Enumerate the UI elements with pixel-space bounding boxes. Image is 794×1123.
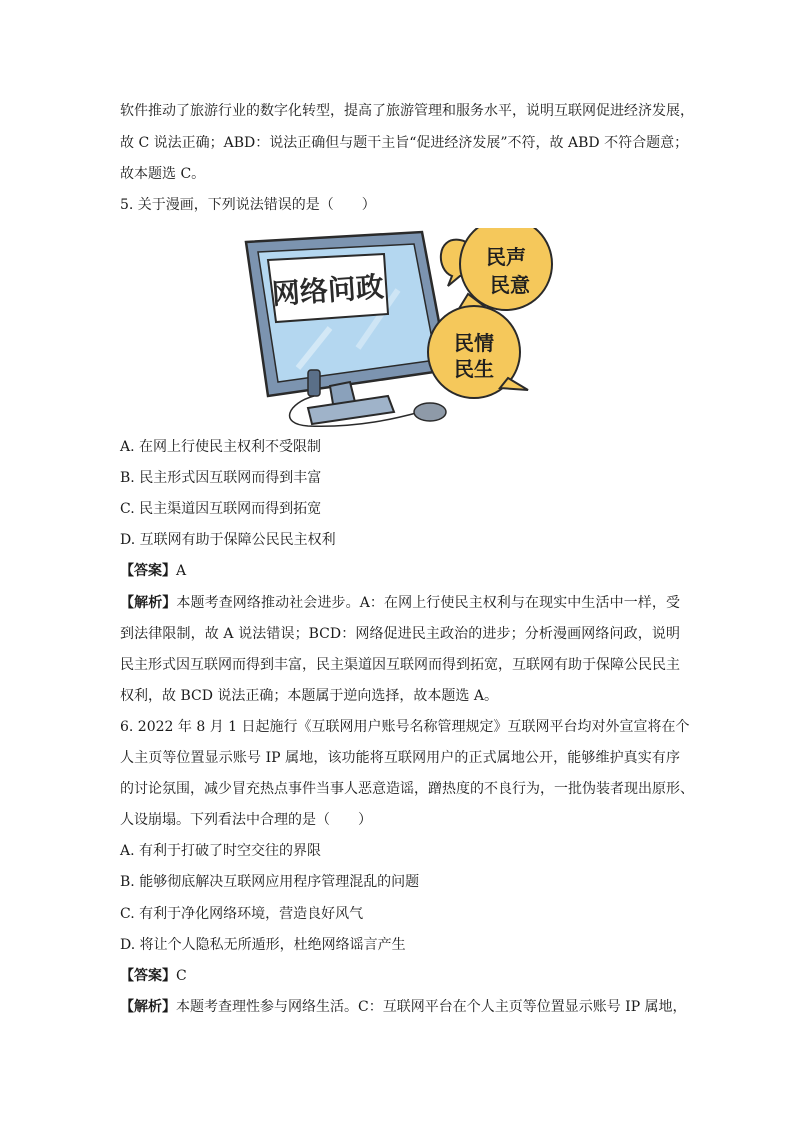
question-5-option-b: B. 民主形式因互联网而得到丰富 [120,470,322,486]
paragraph-line-3: 故本题选 C。 [120,166,206,182]
bubble-2-line-2: 民生 [454,357,494,381]
analysis-label: 【解析】 [120,595,177,611]
question-5-option-c: C. 民主渠道因互联网而得到拓宽 [120,501,322,517]
question-5-option-a: A. 在网上行使民主权利不受限制 [120,439,322,455]
answer-value: C [176,968,187,984]
bubble-1-line-2: 民意 [490,273,530,297]
answer-label: 【答案】 [120,968,176,984]
question-6-stem-line-4: 人设崩塌。下列看法中合理的是（ ） [120,812,372,828]
question-5-option-d: D. 互联网有助于保障公民民主权利 [120,532,336,548]
question-5-analysis-line-3: 民主形式因互联网而得到丰富，民主渠道因互联网而得到拓宽，互联网有助于保障公民民主 [120,657,680,673]
question-5-analysis-line-1 [120,593,680,613]
question-5-stem: 5. 关于漫画，下列说法错误的是（ ） [120,197,376,213]
question-6-answer [120,966,680,986]
analysis-text: 本题考查理性参与网络生活。C：互联网平台在个人主页等位置显示账号 IP 属地， [176,999,687,1015]
question-6-option-c: C. 有利于净化网络环境，营造良好风气 [120,906,364,922]
question-5-analysis-line-2: 到法律限制，故 A 说法错误；BCD：网络促进民主政治的进步；分析漫画网络问政，说明 [120,626,680,642]
question-6-option-b: B. 能够彻底解决互联网应用程序管理混乱的问题 [120,874,420,890]
paragraph-line-2: 故 C 说法正确；ABD：说法正确但与题干主旨“促进经济发展”不符，故 ABD 不符合题意； [120,135,689,151]
answer-value: A [176,563,187,579]
cartoon-illustration [238,228,556,428]
question-6-stem-line-2: 人主页等位置显示账号 IP 属地，该功能将互联网用户的正式属地公开，能够维护真实有序 [120,750,680,766]
paragraph-line-1: 软件推动了旅游行业的数字化转型，提高了旅游管理和服务水平，说明互联网促进经济发展， [120,103,694,119]
question-6-stem-line-3: 的讨论氛围，减少冒充热点事件当事人恶意造谣，蹭热度的不良行为，一批伪装者现出原形、 [120,781,694,797]
question-5-answer [120,561,680,581]
question-6-analysis-line-1 [120,997,687,1017]
analysis-label: 【解析】 [120,999,176,1015]
screen-text: 网络问政 [270,270,385,311]
bubble-2-line-1: 民情 [454,331,494,355]
mouse [414,403,446,421]
question-6-option-a: A. 有利于打破了时空交往的界限 [120,843,322,859]
bubble-1-line-1: 民声 [486,245,526,269]
question-6-stem-line-1: 6. 2022 年 8 月 1 日起施行《互联网用户账号名称管理规定》互联网平台均对外宣宣将在个 [120,719,690,735]
question-6-option-d: D. 将让个人隐私无所遁形，杜绝网络谣言产生 [120,937,406,953]
usb-device [308,370,320,396]
answer-label: 【答案】 [120,563,176,579]
analysis-text: 本题考查网络推动社会进步。A：在网上行使民主权利与在现实中生活中一样，受 [176,595,681,611]
question-5-analysis-line-4: 权利，故 BCD 说法正确；本题属于逆向选择，故本题选 A。 [120,688,498,704]
